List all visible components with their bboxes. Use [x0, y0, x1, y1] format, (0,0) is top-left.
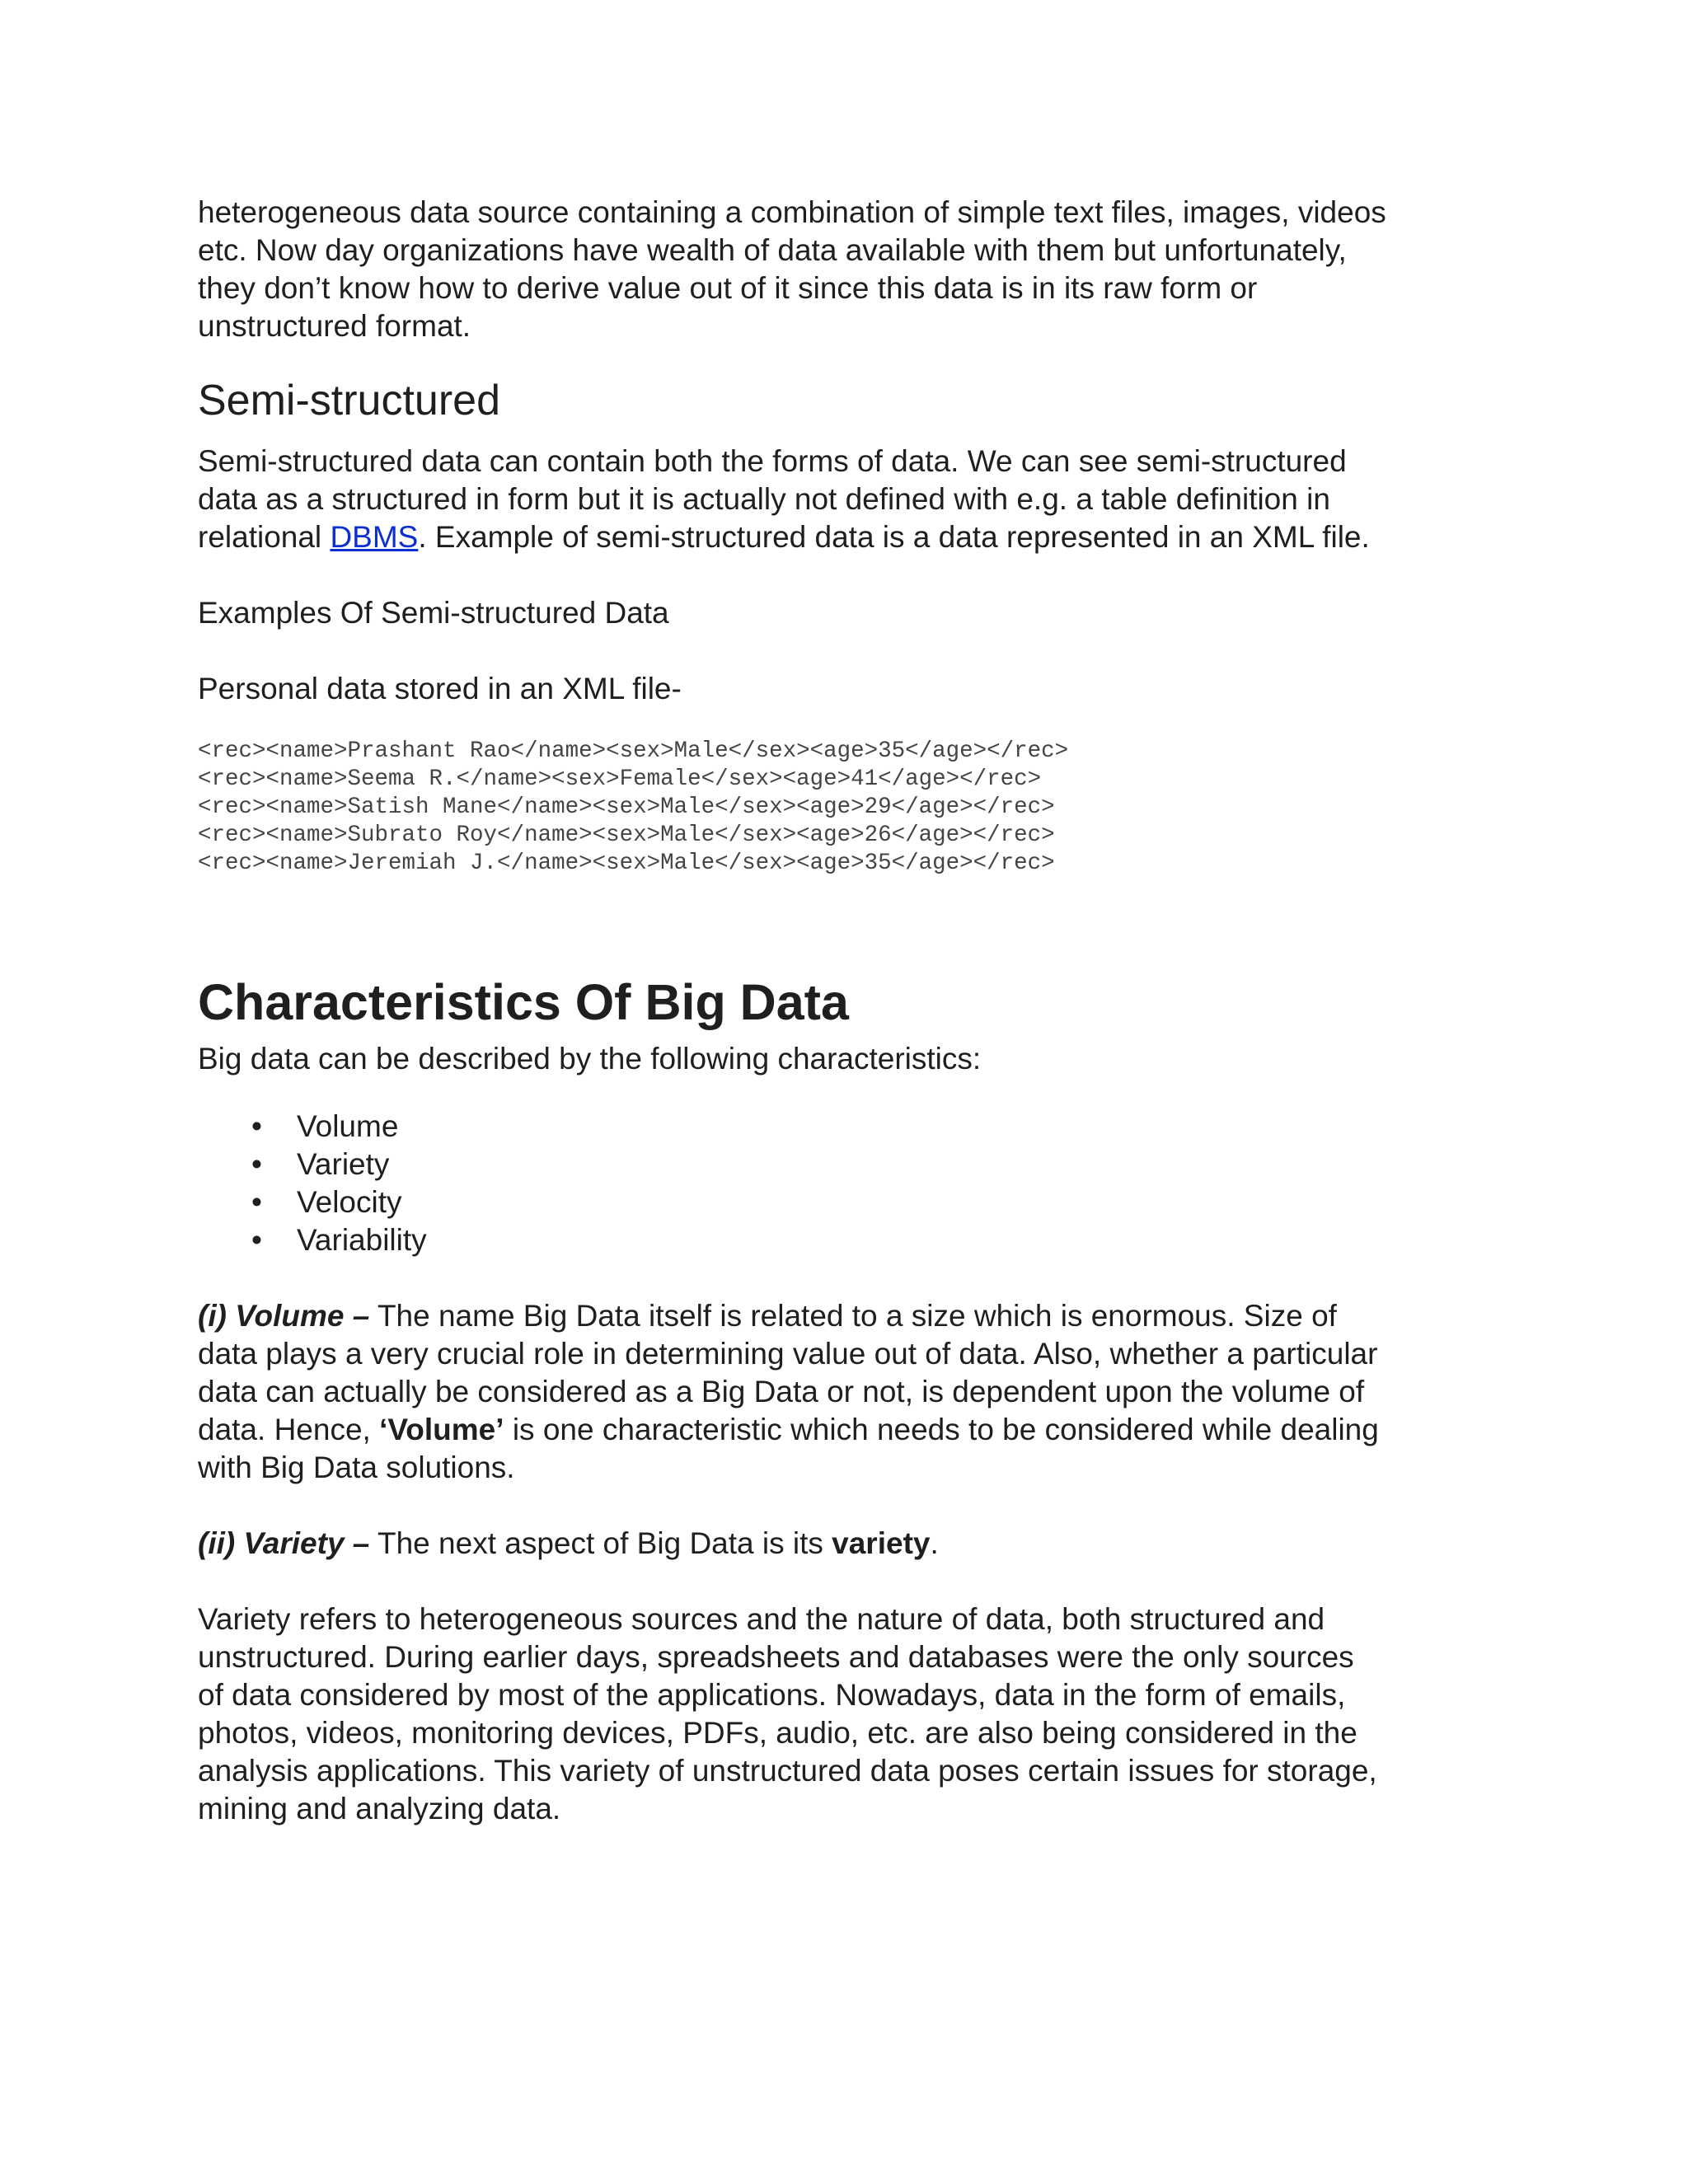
- variety-line: unstructured. During earlier days, spreadsheets and databases were the only sources: [198, 1640, 1354, 1674]
- bullet-icon: •: [251, 1109, 262, 1143]
- volume-paragraph: [198, 1297, 1500, 1487]
- variety-text: The next aspect of Big Data is its: [369, 1526, 832, 1560]
- variety-label: (ii) Variety –: [198, 1526, 370, 1560]
- list-item: [251, 1108, 1500, 1146]
- bullet-icon: •: [251, 1147, 262, 1181]
- intro-line: unstructured format.: [198, 309, 471, 343]
- list-item: [251, 1146, 1500, 1183]
- document-page: [198, 194, 1500, 1828]
- bullet-icon: •: [251, 1223, 262, 1257]
- volume-line: with Big Data solutions.: [198, 1451, 515, 1484]
- list-item-label: Velocity: [297, 1185, 402, 1219]
- xml-line: <rec><name>Satish Mane</name><sex>Male</sex><age>29</age></rec>: [198, 794, 1055, 820]
- variety-line: of data considered by most of the applications. Nowadays, data in the form of emails,: [198, 1678, 1346, 1712]
- list-item-label: Variety: [297, 1147, 390, 1181]
- variety-paragraph: [198, 1601, 1500, 1828]
- volume-line-pre: data. Hence,: [198, 1413, 380, 1446]
- xml-line: <rec><name>Jeremiah J.</name><sex>Male</sex><age>35</age></rec>: [198, 851, 1055, 876]
- semi-line-pre: relational: [198, 520, 331, 554]
- volume-label: (i) Volume –: [198, 1299, 370, 1333]
- volume-bold-term: ‘Volume’: [379, 1413, 504, 1446]
- personal-data-label: Personal data stored in an XML file-: [198, 672, 682, 705]
- variety-line: Variety refers to heterogeneous sources and the nature of data, both structured and: [198, 1602, 1325, 1636]
- intro-line: etc. Now day organizations have wealth of data available with them but unfortunately,: [198, 233, 1347, 267]
- dbms-link[interactable]: DBMS: [330, 520, 419, 554]
- xml-code-block: [198, 738, 1500, 878]
- list-item: [251, 1183, 1500, 1221]
- semi-structured-heading: Semi-structured: [198, 377, 500, 424]
- characteristics-list: [198, 1108, 1500, 1259]
- characteristics-heading: Characteristics Of Big Data: [198, 974, 849, 1030]
- semi-structured-paragraph: [198, 443, 1500, 556]
- variety-text-post: .: [930, 1526, 939, 1560]
- examples-label: Examples Of Semi-structured Data: [198, 596, 669, 630]
- xml-line: <rec><name>Seema R.</name><sex>Female</sex><age>41</age></rec>: [198, 766, 1042, 792]
- intro-line: heterogeneous data source containing a combination of simple text files, images, videos: [198, 195, 1386, 229]
- volume-line-post: is one characteristic which needs to be considered while dealing: [504, 1413, 1379, 1446]
- variety-line: mining and analyzing data.: [198, 1792, 561, 1825]
- volume-line: data plays a very crucial role in determining value out of data. Also, whether a particular: [198, 1337, 1378, 1371]
- variety-line: photos, videos, monitoring devices, PDFs, audio, etc. are also being considered in the: [198, 1716, 1357, 1750]
- xml-line: <rec><name>Subrato Roy</name><sex>Male</sex><age>26</age></rec>: [198, 823, 1055, 848]
- volume-line: The name Big Data itself is related to a size which is enormous. Size of: [369, 1299, 1337, 1333]
- intro-paragraph: [198, 194, 1500, 345]
- variety-bold-term: variety: [832, 1526, 931, 1560]
- variety-intro-paragraph: [198, 1525, 1500, 1563]
- list-item-label: Variability: [297, 1223, 427, 1257]
- volume-line: data can actually be considered as a Big Data or not, is dependent upon the volume of: [198, 1375, 1365, 1408]
- semi-line: Semi-structured data can contain both the forms of data. We can see semi-structured: [198, 444, 1347, 478]
- characteristics-intro: Big data can be described by the following characteristics:: [198, 1042, 982, 1076]
- intro-line: they don’t know how to derive value out of it since this data is in its raw form or: [198, 271, 1258, 305]
- bullet-icon: •: [251, 1185, 262, 1219]
- list-item: [251, 1221, 1500, 1259]
- xml-line: <rec><name>Prashant Rao</name><sex>Male</sex><age>35</age></rec>: [198, 738, 1069, 764]
- semi-line: data as a structured in form but it is actually not defined with e.g. a table definition in: [198, 482, 1330, 516]
- semi-line-post: . Example of semi-structured data is a data represented in an XML file.: [418, 520, 1370, 554]
- variety-line: analysis applications. This variety of unstructured data poses certain issues for storage,: [198, 1754, 1377, 1788]
- list-item-label: Volume: [297, 1109, 399, 1143]
